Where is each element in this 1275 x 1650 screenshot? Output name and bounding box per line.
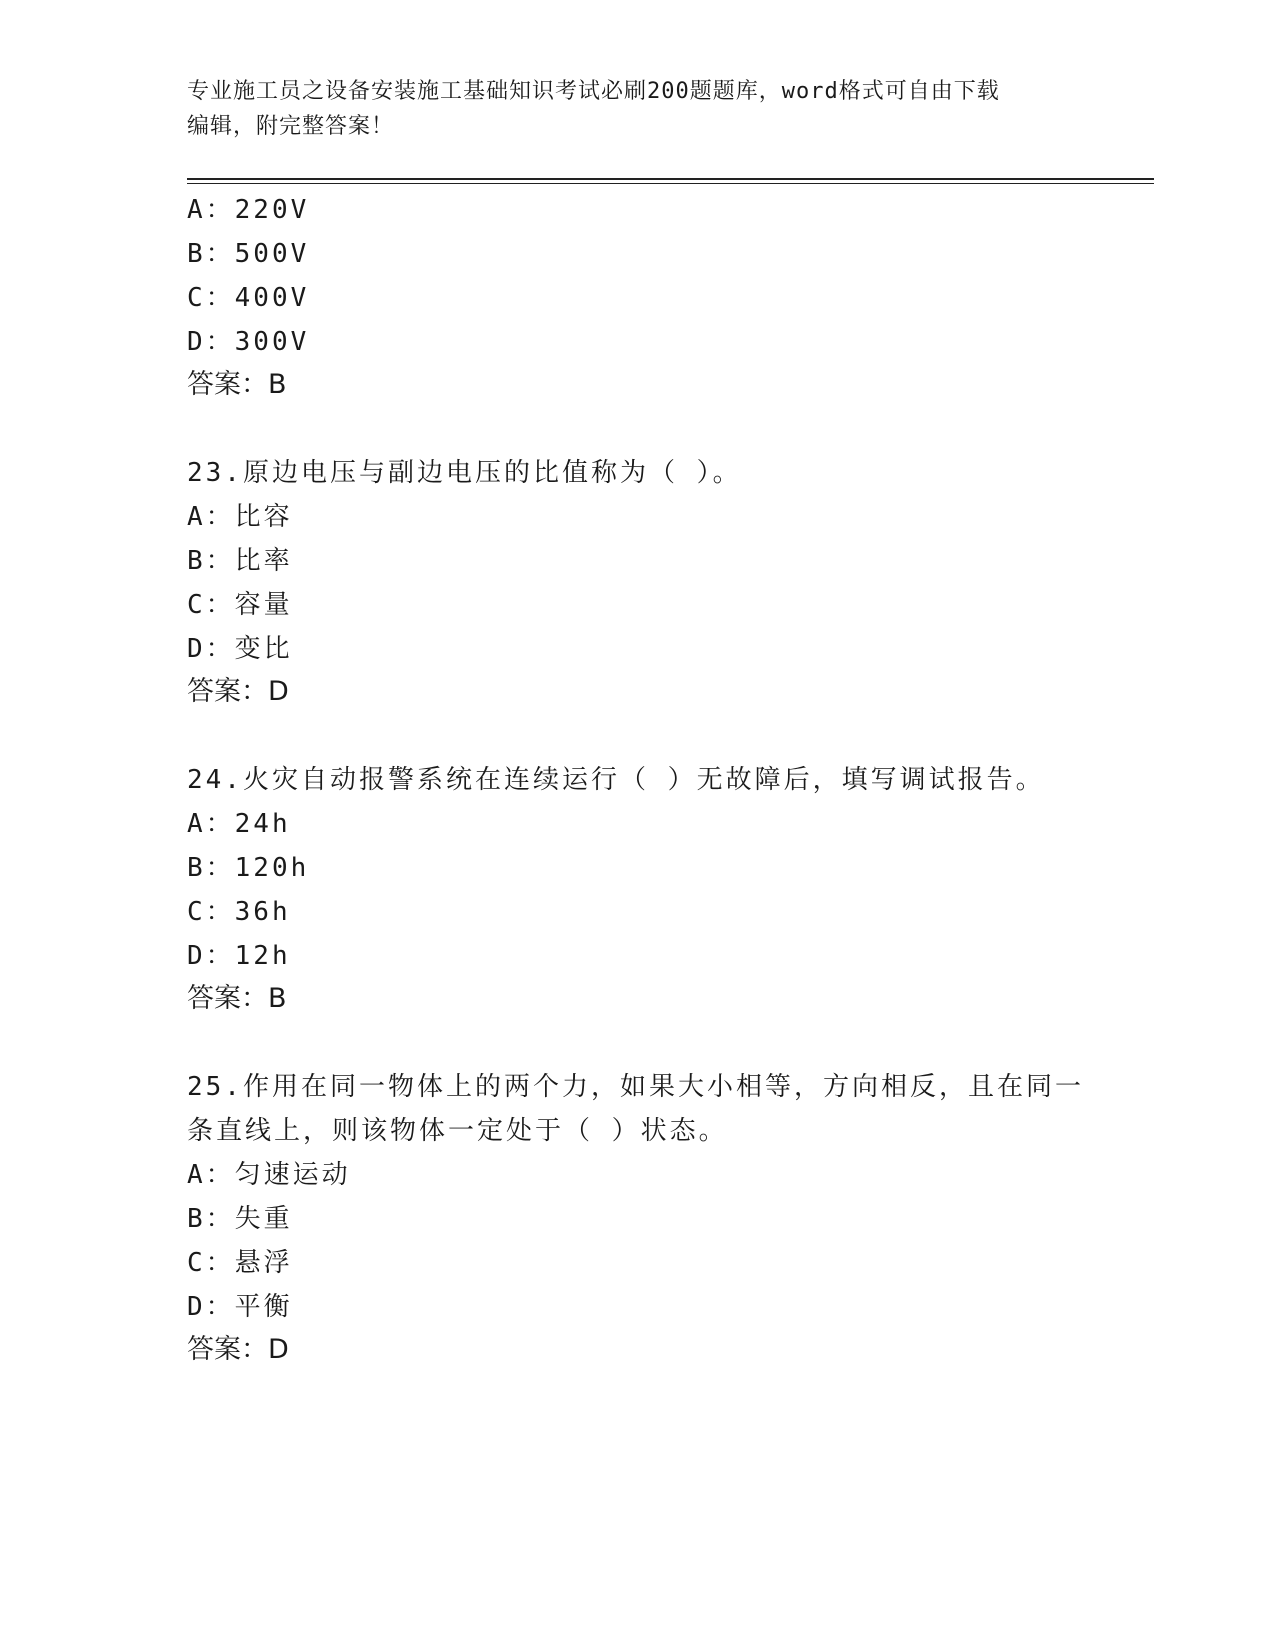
q23-stem: 23.原边电压与副边电压的比值称为（ ）。: [187, 458, 742, 488]
q25-option-c: C：悬浮: [187, 1248, 293, 1278]
header-divider-thick: [187, 178, 1154, 180]
q24-answer: 答案：B: [187, 983, 287, 1014]
q23-option-c: C：容量: [187, 590, 293, 620]
q23-answer: 答案：D: [187, 676, 289, 707]
q25-stem-line-2: 条直线上，则该物体一定处于（ ）状态。: [187, 1116, 728, 1146]
header-title-line-1: 专业施工员之设备安装施工基础知识考试必刷200题题库，word格式可自由下载: [187, 79, 1000, 104]
q25-answer: 答案：D: [187, 1334, 289, 1365]
header-divider-thin: [187, 183, 1154, 184]
q25-option-b: B：失重: [187, 1204, 293, 1234]
q24-option-c: C：36h: [187, 897, 291, 927]
q24-option-a: A：24h: [187, 809, 291, 839]
prev-option-d: D：300V: [187, 327, 310, 357]
document-header: [187, 74, 1067, 144]
prev-option-c: C：400V: [187, 283, 310, 313]
q23-option-d: D：变比: [187, 634, 293, 664]
q25-option-d: D：平衡: [187, 1292, 293, 1322]
prev-option-b: B：500V: [187, 239, 310, 269]
q23-option-a: A：比容: [187, 502, 293, 532]
q25-stem-line-1: 25.作用在同一物体上的两个力，如果大小相等，方向相反，且在同一: [187, 1072, 1084, 1102]
q24-option-d: D：12h: [187, 941, 291, 971]
prev-option-a: A：220V: [187, 195, 310, 225]
q24-stem: 24.火灾自动报警系统在连续运行（ ）无故障后，填写调试报告。: [187, 765, 1045, 795]
header-title-line-2: 编辑，附完整答案！: [187, 114, 395, 139]
q23-option-b: B：比率: [187, 546, 293, 576]
prev-answer: 答案：B: [187, 369, 287, 400]
q24-option-b: B：120h: [187, 853, 310, 883]
q25-option-a: A：匀速运动: [187, 1160, 351, 1190]
